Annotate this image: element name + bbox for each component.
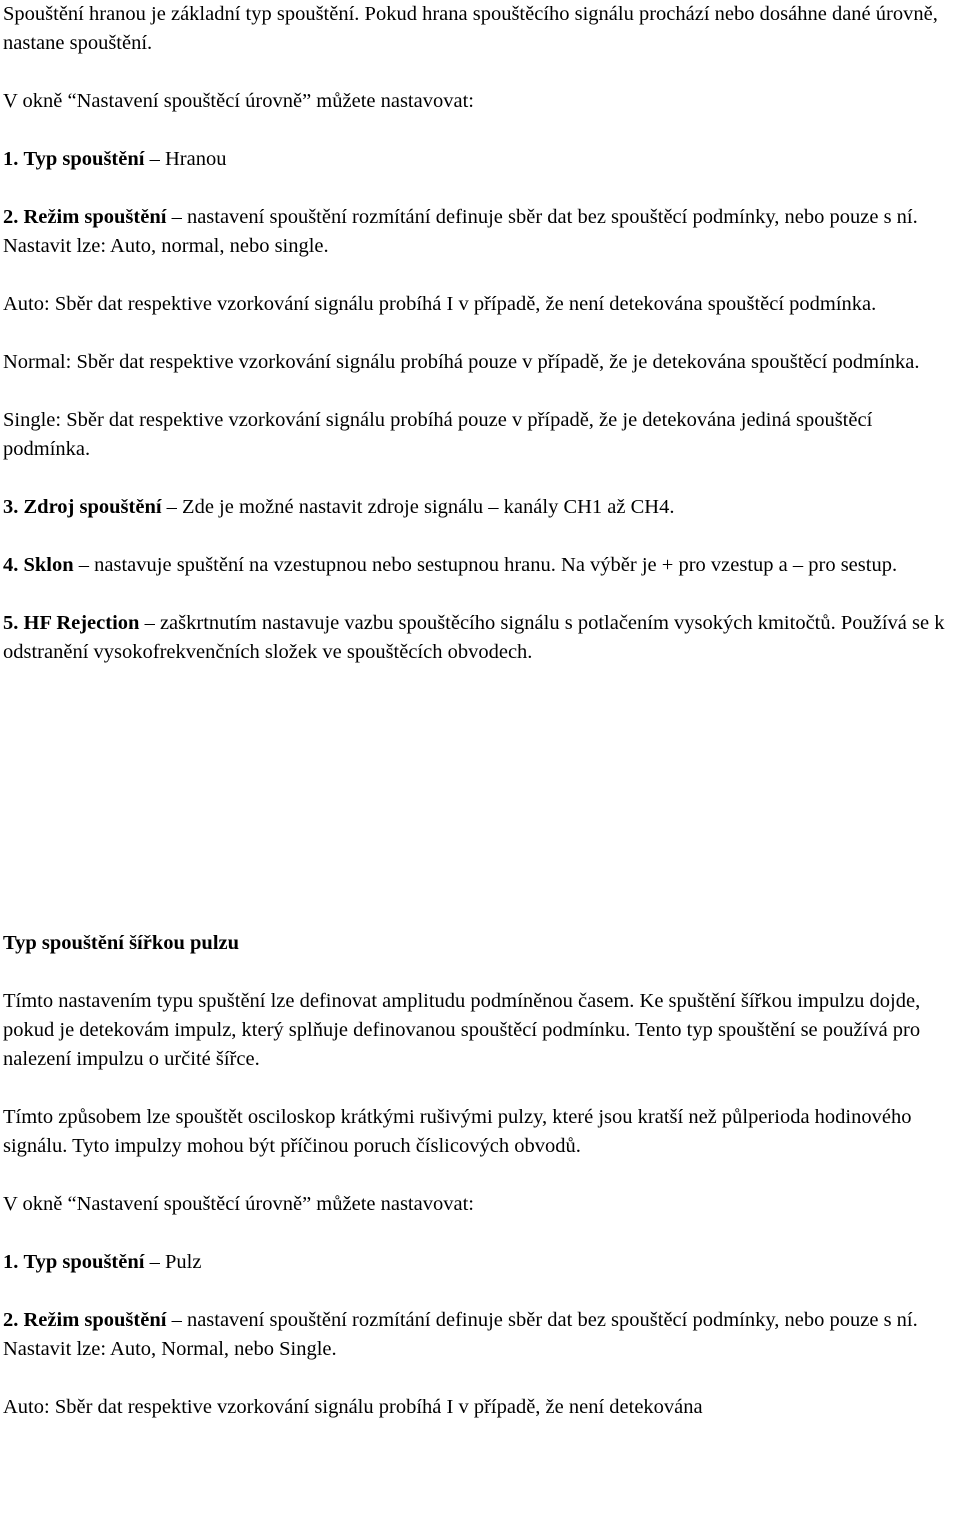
- list-item-trigger-mode: [3, 203, 960, 261]
- item-text: – Zde je možné nastavit zdroje signálu – kanály CH1 až CH4.: [161, 496, 675, 518]
- item-text: – nastavení spouštění rozmítání definuje sběr dat bez spouštěcí podmínky, nebo pouze s ní. Nastavit lze: Auto, normal, nebo single.: [3, 206, 918, 257]
- list-item-hf-rejection: [3, 609, 960, 667]
- item-term: Režim spouštění: [23, 206, 167, 228]
- item-term: Typ spouštění: [23, 1251, 145, 1273]
- pulse-intro-paragraph: Tímto nastavením typu spuštění lze definovat amplitudu podmíněnou časem. Ke spuštění šířkou impulzu dojde, pokud je detekovám impulz, který splňuje definovanou spouštěcí podmínku. Tento typ spouštění se používá pro nalezení impulzu o určité šířce.: [3, 990, 921, 1070]
- settings-window-line: V okně “Nastavení spouštěcí úrovně” můžete nastavovat:: [3, 1193, 474, 1215]
- item-number: 2.: [3, 206, 19, 228]
- item-number: 1.: [3, 1251, 19, 1273]
- intro-paragraph: Spouštění hranou je základní typ spouštění. Pokud hrana spouštěcího signálu prochází nebo dosáhne dané úrovně, nastane spouštění.: [3, 3, 938, 54]
- item-text: – Hranou: [144, 148, 227, 170]
- item-number: 2.: [3, 1309, 19, 1331]
- list-item-trigger-type: [3, 1248, 960, 1277]
- item-term: Sklon: [23, 554, 74, 576]
- pulse-glitch-paragraph: Tímto způsobem lze spouštět osciloskop krátkými rušivými pulzy, které jsou kratší než půlperioda hodinového signálu. Tyto impulzy mohou být příčinou poruch číslicových obvodů.: [3, 1106, 912, 1157]
- settings-window-line: V okně “Nastavení spouštěcí úrovně” můžete nastavovat:: [3, 90, 474, 112]
- normal-mode-paragraph: Normal: Sběr dat respektive vzorkování signálu probíhá pouze v případě, že je detekována spouštěcí podmínka.: [3, 351, 920, 373]
- item-number: 1.: [3, 148, 19, 170]
- section-heading-text: Typ spouštění šířkou pulzu: [3, 932, 240, 954]
- document-page: [3, 0, 960, 1422]
- item-term: Režim spouštění: [23, 1309, 167, 1331]
- item-term: Typ spouštění: [23, 148, 145, 170]
- auto-mode-paragraph: Auto: Sběr dat respektive vzorkování signálu probíhá I v případě, že není detekována: [3, 1396, 703, 1418]
- item-text: – nastavuje spuštění na vzestupnou nebo sestupnou hranu. Na výběr je + pro vzestup a – pro sestup.: [73, 554, 898, 576]
- item-term: HF Rejection: [23, 612, 140, 634]
- item-number: 4.: [3, 554, 19, 576]
- single-mode-paragraph: Single: Sběr dat respektive vzorkování signálu probíhá pouze v případě, že je detekována jediná spouštěcí podmínka.: [3, 409, 873, 460]
- list-item-trigger-source: [3, 493, 960, 522]
- item-text: – Pulz: [144, 1251, 202, 1273]
- item-number: 3.: [3, 496, 19, 518]
- list-item-trigger-type: [3, 145, 960, 174]
- list-item-trigger-mode: [3, 1306, 960, 1364]
- item-text: – zaškrtnutím nastavuje vazbu spouštěcího signálu s potlačením vysokých kmitočtů. Používá se k odstranění vysokofrekvenčních složek ve spouštěcích obvodech.: [3, 612, 945, 663]
- section-heading: [3, 929, 960, 958]
- item-number: 5.: [3, 612, 19, 634]
- auto-mode-paragraph: Auto: Sběr dat respektive vzorkování signálu probíhá I v případě, že není detekována spouštěcí podmínka.: [3, 293, 877, 315]
- item-term: Zdroj spouštění: [23, 496, 162, 518]
- item-text: – nastavení spouštění rozmítání definuje sběr dat bez spouštěcí podmínky, nebo pouze s ní. Nastavit lze: Auto, Normal, nebo Single.: [3, 1309, 918, 1360]
- list-item-slope: [3, 551, 960, 580]
